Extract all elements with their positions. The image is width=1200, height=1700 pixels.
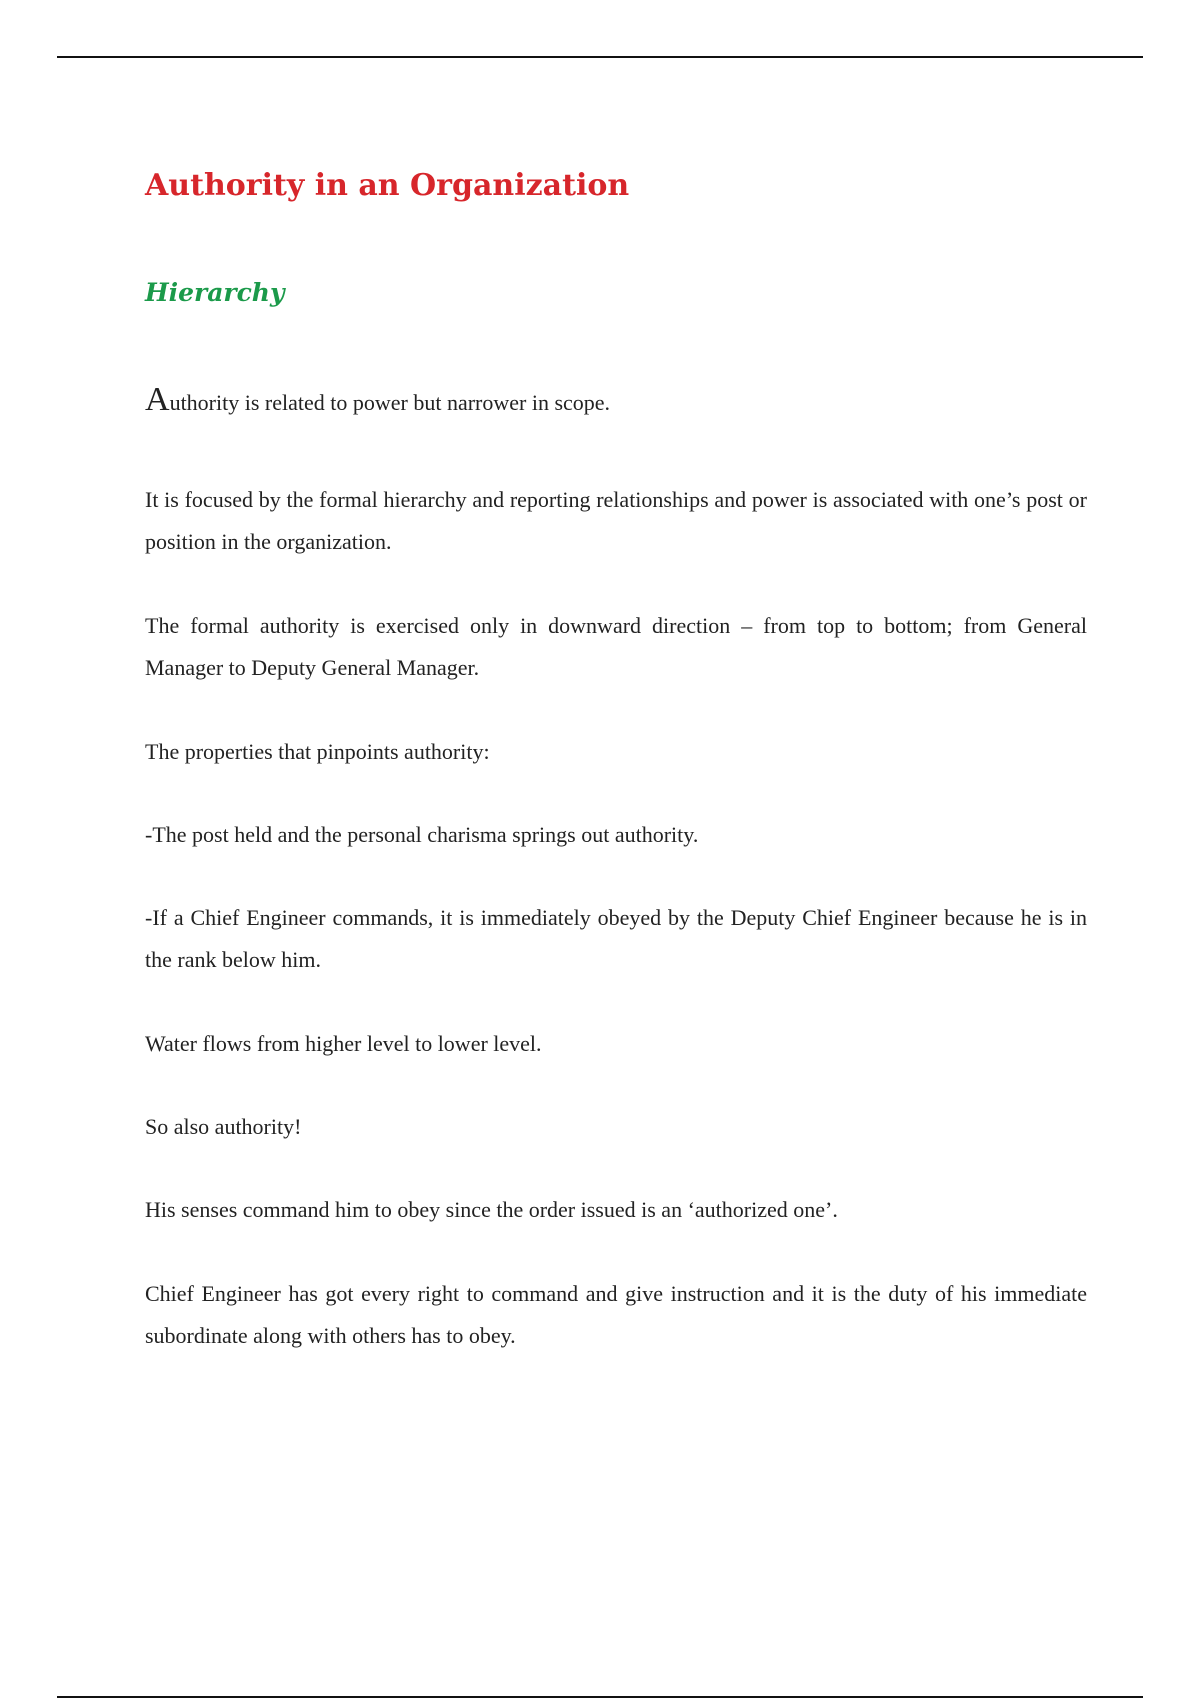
intro-text: uthority is related to power but narrower in scope. bbox=[169, 390, 611, 415]
drop-cap: A bbox=[145, 381, 170, 418]
section-heading: Hierarchy bbox=[145, 278, 285, 307]
footer-rule bbox=[57, 1696, 1143, 1698]
paragraph: Chief Engineer has got every right to command and give instruction and it is the duty of his immediate subordinate along with others has to obey. bbox=[145, 1281, 1087, 1348]
paragraph: So also authority! bbox=[145, 1114, 302, 1139]
paragraph: -If a Chief Engineer commands, it is immediately obeyed by the Deputy Chief Engineer because he is in the rank below him. bbox=[145, 905, 1087, 972]
paragraph: The properties that pinpoints authority: bbox=[145, 739, 490, 764]
intro-paragraph bbox=[145, 382, 1087, 424]
paragraph: -The post held and the personal charisma springs out authority. bbox=[145, 822, 699, 847]
paragraph: The formal authority is exercised only in downward direction – from top to bottom; from General Manager to Deputy General Manager. bbox=[145, 613, 1087, 680]
document-title: Authority in an Organization bbox=[145, 168, 630, 203]
header-rule bbox=[57, 56, 1143, 58]
paragraph: His senses command him to obey since the order issued is an ‘authorized one’. bbox=[145, 1197, 838, 1222]
paragraph: It is focused by the formal hierarchy and reporting relationships and power is associated with one’s post or position in the organization. bbox=[145, 487, 1087, 554]
paragraph: Water flows from higher level to lower level. bbox=[145, 1031, 542, 1056]
